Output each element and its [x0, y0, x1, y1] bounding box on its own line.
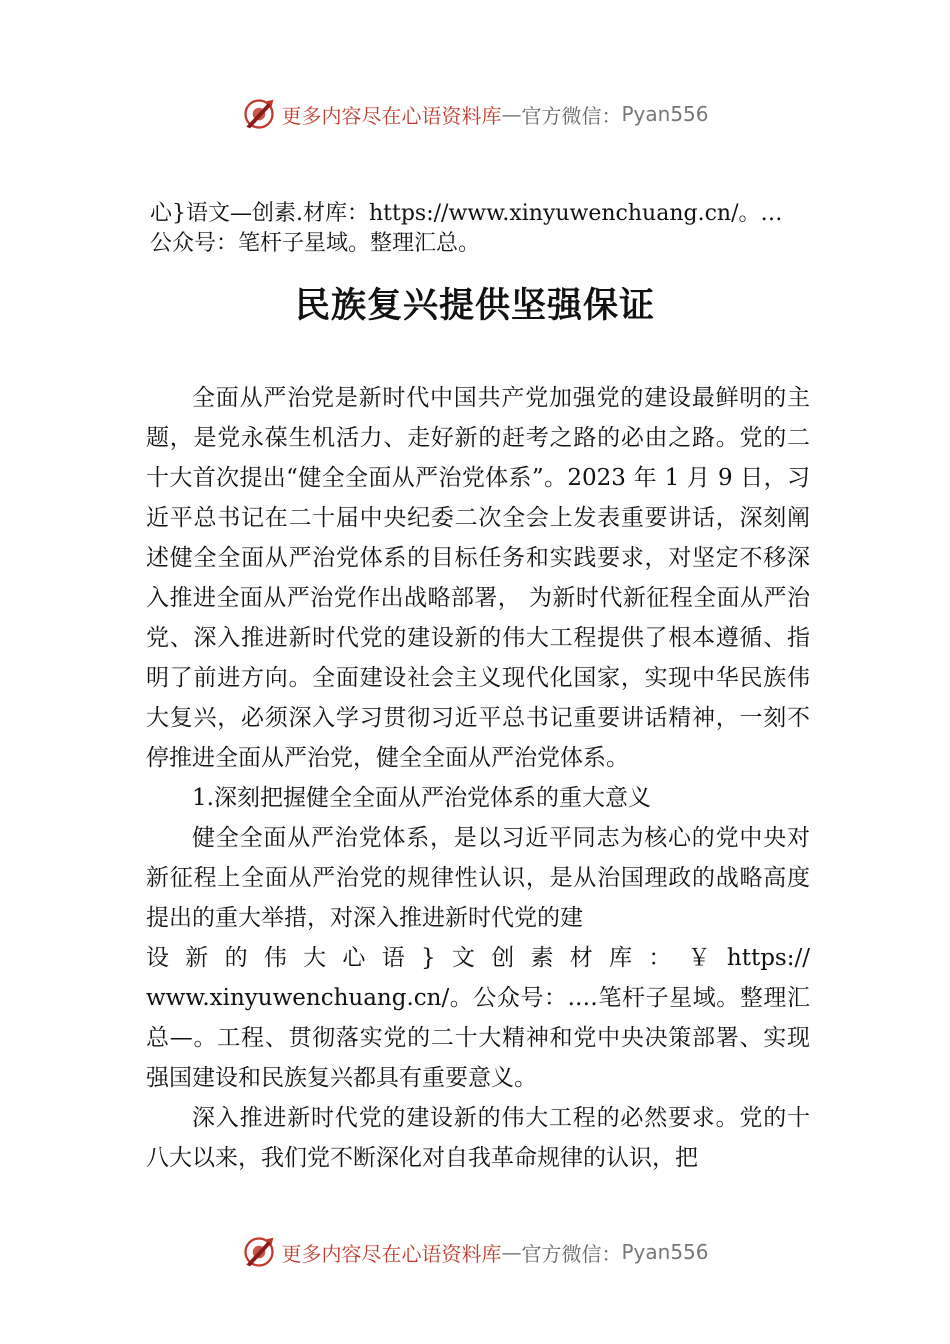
quill-seal-icon [241, 96, 277, 132]
banner-separator: — [501, 102, 522, 126]
banner-wechat-id: Pyan556 [621, 1240, 709, 1264]
source-note-line: 心}语文—创素.材库：https://www.xinyuwenchuang.cn/。… [150, 201, 783, 226]
banner-wechat-label: 官方微信： [521, 103, 622, 128]
quill-seal-icon [241, 1234, 277, 1270]
page-title: 民族复兴提供坚强保证 [294, 285, 655, 326]
source-note-line: 公众号：笔杆子星域。整理汇总。 [150, 231, 481, 256]
footer-watermark-banner [0, 1230, 950, 1274]
banner-separator: — [501, 1240, 522, 1264]
article-body [146, 378, 810, 1178]
paragraph: 全面从严治党是新时代中国共产党加强党的建设最鲜明的主题，是党永葆生机活力、走好新的赶考之路的必由之路。党的二十大首次提出“健全全面从严治党体系”。2023 年 1 月 9 日，习近平总书记在二十届中央纪委二次全会上发表重要讲话，深刻阐述健全全面从严治党体系的目标任务和实践要求，对坚定不移深入推进全面从严治党作出战略部署， 为新时代新征程全面从严治党、深入推进新时代党的建设新的伟大工程提供了根本遵循、指明了前进方向。全面建设社会主义现代化国家，实现中华民族伟大复兴，必须深入学习贯彻习近平总书记重要讲话精神，一刻不停推进全面从严治党，健全全面从严治党体系。 [146, 385, 810, 771]
paragraph: 深入推进新时代党的建设新的伟大工程的必然要求。党的十八大以来，我们党不断深化对自我革命规律的认识，把 [146, 1105, 810, 1171]
banner-wechat-id: Pyan556 [621, 102, 709, 126]
paragraph: www.xinyuwenchuang.cn/。公众号：.…笔杆子星域。整理汇总—。工程、贯彻落实党的二十大精神和党中央决策部署、实现强国建设和民族复兴都具有重要意义。 [146, 985, 810, 1091]
banner-site-name: 更多内容尽在心语资料库 [281, 1241, 502, 1266]
header-watermark-banner [0, 92, 950, 136]
banner-wechat-label: 官方微信： [521, 1241, 622, 1266]
paragraph: 健全全面从严治党体系，是以习近平同志为核心的党中央对新征程上全面从严治党的规律性认识，是从治国理政的战略高度提出的重大举措，对深入推进新时代党的建 [146, 825, 810, 931]
source-note [150, 199, 850, 259]
banner-site-name: 更多内容尽在心语资料库 [281, 103, 502, 128]
paragraph-inline-watermark: 设新的伟大心语}文创素材库：￥https:// [146, 945, 810, 971]
section-heading: 1.深刻把握健全全面从严治党体系的重大意义 [192, 785, 651, 811]
